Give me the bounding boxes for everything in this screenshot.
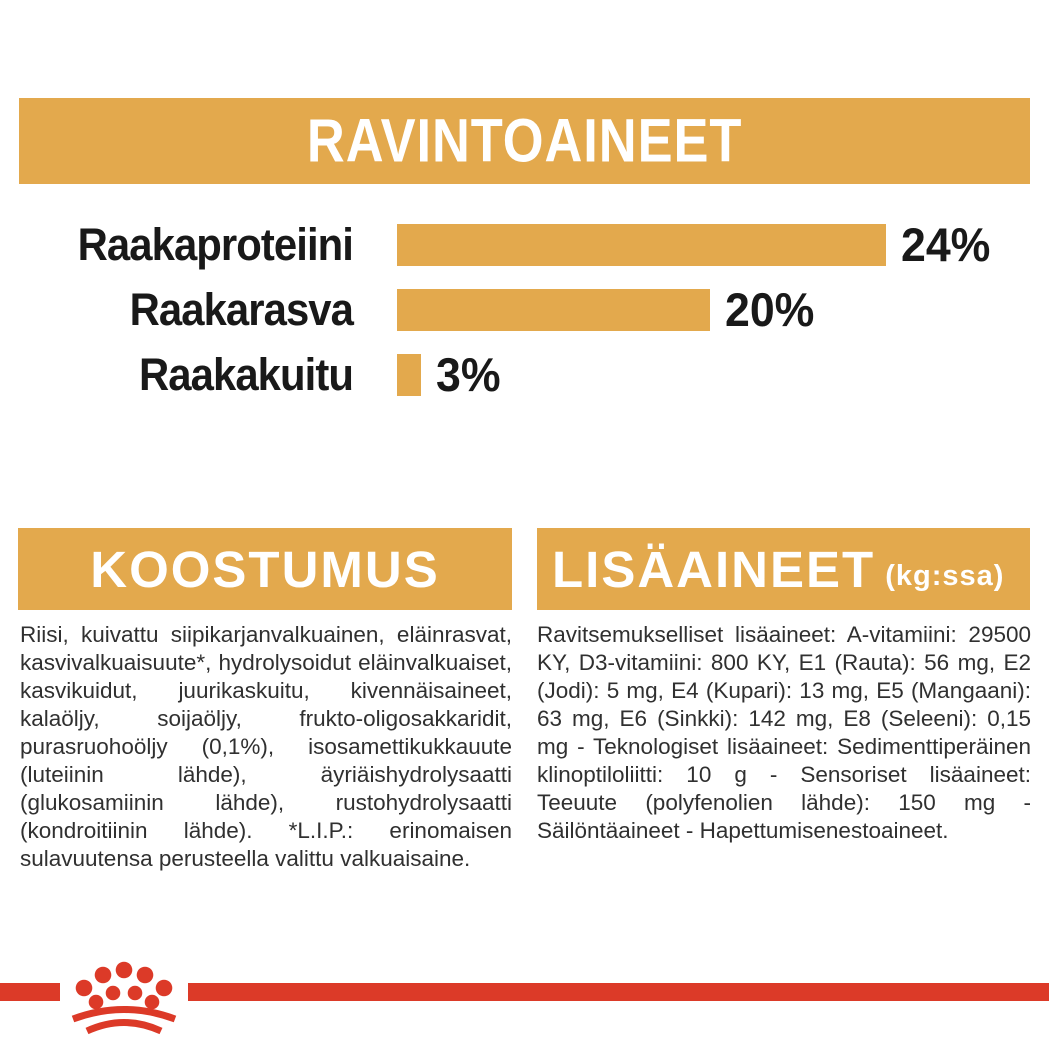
value-fibre: 3%	[436, 348, 501, 401]
bar-area	[397, 347, 504, 402]
additives-title-suffix: (kg:ssa)	[885, 559, 1005, 592]
bar-fat	[397, 289, 710, 331]
value-fat: 20%	[725, 283, 815, 336]
chart-label-fat: Raakarasva	[129, 283, 353, 335]
royal-canin-crown-icon	[60, 950, 188, 1038]
nutrients-bar-chart	[0, 212, 1049, 407]
chart-row-fibre	[0, 342, 1049, 407]
composition-body: Riisi, kuivattu siipikarjanvalkuainen, eläinrasvat, kasvivalkuaisuute*, hydrolysoidut eläinvalkuaiset, kasvikuidut, juurikaskuitu, kivennäisaineet, kalaöljy, soijaöljy, frukto-oligosakkaridit, purasruohoöljy (0,1%), isosamettikukkauute (luteiinin lähde), äyriäishydrolysaatti (glukosamiinin lähde), rustohydrolysaatti (kondroitiinin lähde). *L.I.P.: erinomaisen sulavuutensa perusteella valittu valkuaisaine.	[20, 622, 512, 871]
bar-area	[397, 217, 995, 272]
nutrients-banner-title: RAVINTOAINEET	[306, 106, 743, 176]
composition-header	[18, 528, 512, 610]
composition-title: KOOSTUMUS	[90, 540, 440, 598]
bar-area	[397, 282, 819, 337]
chart-row-protein	[0, 212, 1049, 277]
additives-body: Ravitsemukselliset lisäaineet: A-vitamiini: 29500 KY, D3-vitamiini: 800 KY, E1 (Rauta): 56 mg, E2 (Jodi): 5 mg, E4 (Kupari): 13 mg, E5 (Mangaani): 63 mg, E6 (Sinkki): 142 mg, E8 (Seleeni): 0,15 mg - Teknologiset lisäaineet: Sedimenttiperäinen klinoptiloliitti: 10 g - Sensoriset lisäaineet: Teeuute (polyfenolien lähde): 150 mg - Säilöntäaineet - Hapettumisenestoaineet.	[537, 622, 1031, 843]
additives-title: LISÄAINEET	[552, 540, 876, 598]
chart-row-fat	[0, 277, 1049, 342]
bar-protein	[397, 224, 886, 266]
nutrients-banner	[19, 98, 1030, 184]
chart-label-fibre: Raakakuitu	[138, 348, 353, 400]
additives-header	[537, 528, 1030, 610]
value-protein: 24%	[901, 218, 991, 271]
bar-fibre	[397, 354, 421, 396]
chart-label-protein: Raakaproteiini	[77, 218, 353, 270]
